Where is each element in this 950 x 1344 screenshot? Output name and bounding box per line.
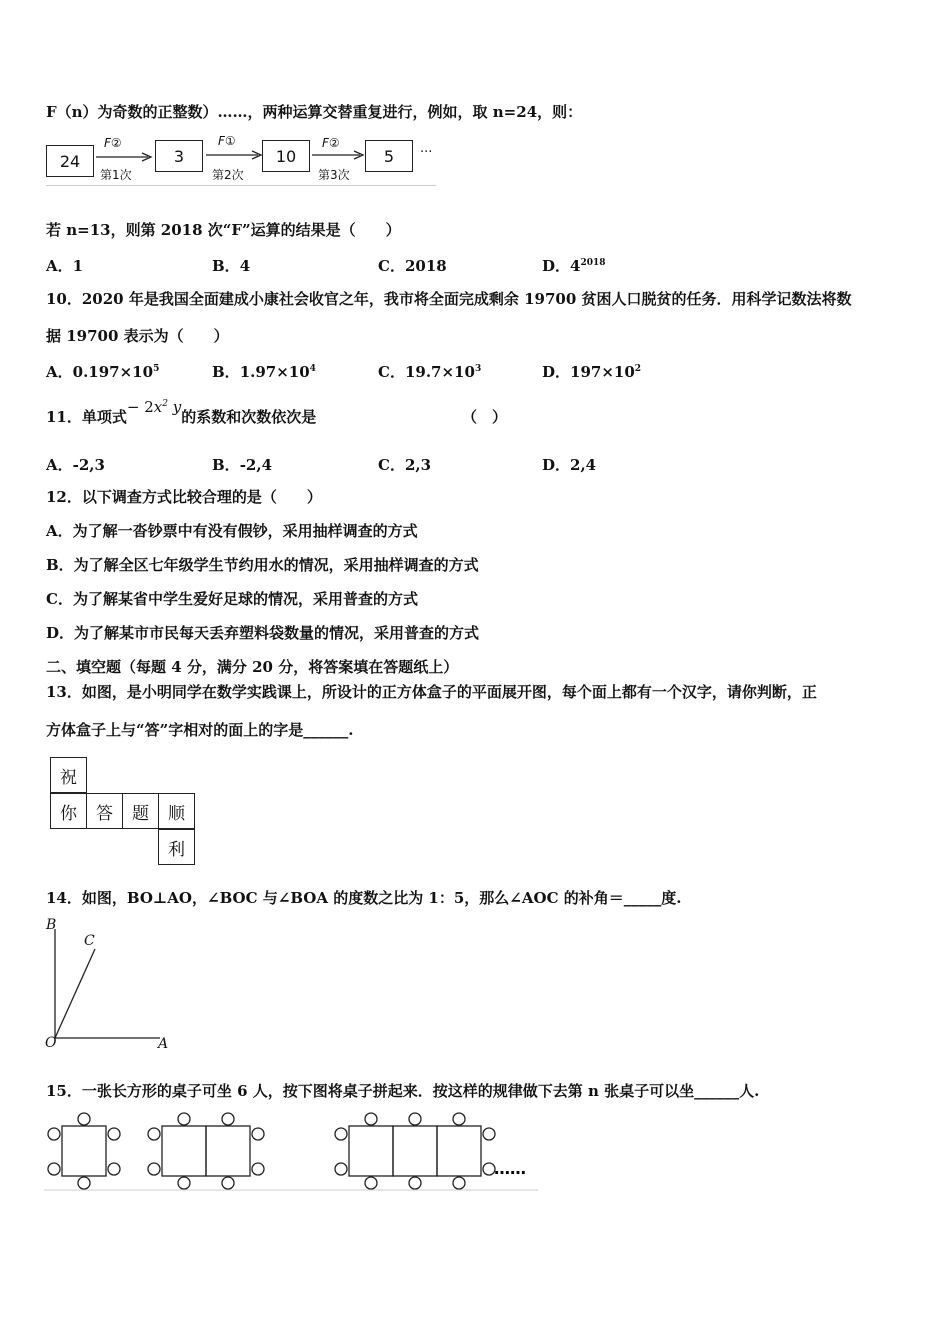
q9-option-d: D．$4^{2018}$ [542,257,606,275]
q10-option-c: C．$19.7\times 10^3$ [378,363,482,381]
flow-value-1: 24 [46,145,94,177]
net-cell: 题 [122,793,159,829]
flow-value-3: 10 [262,140,310,172]
q11-answer-paren: （ ） [462,408,508,426]
point-label-c: C [84,933,95,949]
q9-option-a: A．1 [46,257,84,275]
q9-option-b: B．4 [212,257,251,275]
q10-stem-line2: 据 19700 表示为（ ） [46,327,229,345]
flow-arrow-1 [96,150,154,164]
q12-option-d: D．为了解某市市民每天丢弃塑料袋数量的情况，采用普查的方式 [46,624,480,642]
point-label-o: O [45,1035,57,1051]
flow-step-2: 第2次 [212,168,244,182]
q13-stem-line2: 方体盒子上与“答”字相对的面上的字是______. [46,721,354,739]
net-cell: 祝 [50,757,87,793]
q12-option-b: B．为了解全区七年级学生节约用水的情况，采用抽样调查的方式 [46,556,479,574]
q10-stem-line1: 10．2020 年是我国全面建成小康社会收官之年，我市将全面完成剩余 19700 贫困人口脱贫的任务．用科学记数法将数 [46,290,852,308]
point-label-a: A [158,1036,169,1052]
q10-option-b: B．$1.97\times 10^4$ [212,363,316,381]
q11-option-b: B．-2,4 [212,456,273,474]
net-cell: 你 [50,793,87,829]
angle-lines [40,915,180,1055]
q12-stem: 12．以下调查方式比较合理的是（ ） [46,488,322,506]
tables-ellipsis: …… [494,1159,526,1178]
q11-option-d: D．2,4 [542,456,597,474]
flow-op-1: F② [104,136,122,150]
flow-value-4: 5 [365,140,413,172]
q11-stem: 11．单项式− $2x^2$ y的系数和次数依次是 [46,398,317,426]
net-cell: 答 [86,793,123,829]
flow-ellipsis: ··· [420,145,433,160]
net-cell: 利 [158,829,195,865]
intro-line: F（n）为奇数的正整数）……，两种运算交替重复进行，例如，取 n=24，则： [46,103,583,121]
q15-stem: 15．一张长方形的桌子可坐 6 人，按下图将桌子拼起来．按这样的规律做下去第 n 张桌子可以坐______人. [46,1082,760,1100]
q13-stem-line1: 13．如图，是小明同学在数学实践课上，所设计的正方体盒子的平面展开图，每个面上都有一个汉字，请你判断，正 [46,683,817,701]
flow-op-2: F① [218,134,236,148]
net-cell: 顺 [158,793,195,829]
section-2-heading: 二、填空题（每题 4 分，满分 20 分，将答案填在答题纸上） [46,658,459,676]
q12-option-c: C．为了解某省中学生爱好足球的情况，采用普查的方式 [46,590,418,608]
flow-arrow-2 [206,148,264,162]
flow-value-2: 3 [155,140,203,172]
q11-option-c: C．2,3 [378,456,432,474]
tables-figure [44,1108,540,1192]
q11-option-a: A．-2,3 [46,456,105,474]
q10-option-d: D．$197\times 10^2$ [542,363,642,381]
q12-option-a: A．为了解一沓钞票中有没有假钞，采用抽样调查的方式 [46,522,418,540]
flow-step-1: 第1次 [100,168,132,182]
q9-option-c: C．2018 [378,257,447,275]
q11-formula: − $2x^2$ y [126,398,182,416]
flow-op-3: F② [322,136,340,150]
flow-divider [46,185,436,186]
q14-stem: 14．如图，BO⊥AO，∠BOC 与∠BOA 的度数之比为 1：5，那么∠AOC 的补角＝_____度. [46,889,682,907]
flow-step-3: 第3次 [318,168,350,182]
flow-arrow-3 [312,148,368,162]
q9-stem: 若 n=13，则第 2018 次“F”运算的结果是（ ） [46,221,401,239]
q10-option-a: A．$0.197\times 10^5$ [46,363,160,381]
point-label-b: B [46,917,57,933]
